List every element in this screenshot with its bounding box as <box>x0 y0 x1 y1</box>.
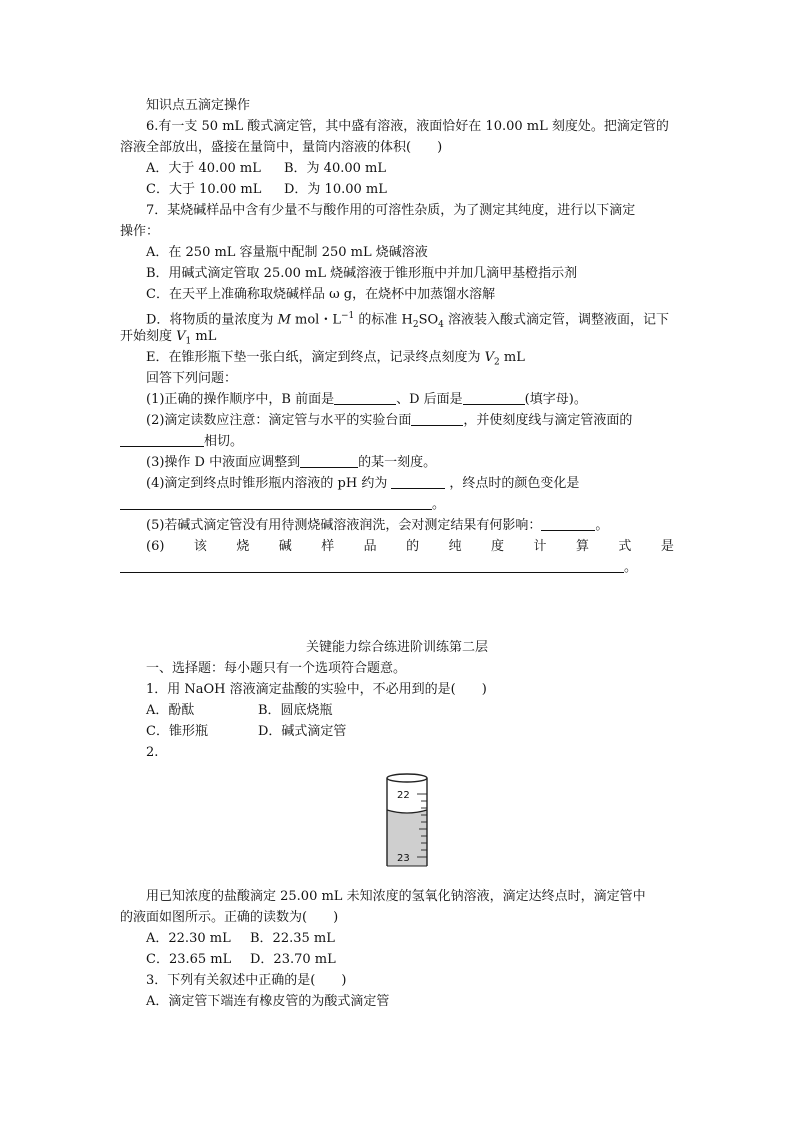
step-e-unit: mL <box>499 350 525 365</box>
step-d-text-2: mol・L <box>290 312 341 328</box>
step-d-text-3: 的标准 H <box>354 312 413 328</box>
sub-6-word: 式 <box>618 539 632 554</box>
concentration-symbol: M <box>277 312 291 328</box>
sub-6-word: 度 <box>491 539 505 554</box>
scale-label-upper: 22 <box>397 790 410 801</box>
step-d-text-1: D．将物质的量浓度为 <box>146 312 278 328</box>
question-1-stem: 1．用 NaOH 溶液滴定盐酸的实验中，不必用到的是( ) <box>146 682 487 697</box>
question-7-step-c: C．在天平上准确称取烧碱样品 ω g，在烧杯中加蒸馏水溶解 <box>146 287 496 302</box>
section-title: 关键能力综合练进阶训练第二层 <box>305 640 488 655</box>
answer-blank <box>120 558 624 573</box>
question-2-line-1: 用已知浓度的盐酸滴定 25.00 mL 未知浓度的氢氧化钠溶液，滴定达终点时，滴定管中 <box>146 889 646 904</box>
question-2-option-b: B．22.35 mL <box>250 931 335 946</box>
sub-1-text-2: 、D 后面是 <box>396 392 463 407</box>
answer-blank <box>411 411 463 426</box>
sub-question-1 <box>146 390 587 410</box>
sub-6-word: 计 <box>533 539 547 554</box>
question-2-option-a: A．22.30 mL <box>146 931 231 946</box>
sub-6-word: 算 <box>575 539 589 554</box>
question-7-line-2: 操作： <box>120 224 160 239</box>
question-3-stem: 3．下列有关叙述中正确的是( ) <box>146 973 347 988</box>
sub-3-text-2: 的某一刻度。 <box>358 455 437 470</box>
question-6-option-d: D．为 10.00 mL <box>284 182 387 197</box>
question-1-option-d: D．碱式滴定管 <box>258 724 347 739</box>
formula-subscript-2: 2 <box>412 319 419 330</box>
sub-6-word: 的 <box>406 539 420 554</box>
sub-question-6 <box>146 537 674 557</box>
answer-blank <box>120 432 204 447</box>
sub-1-text-3: (填字母)。 <box>524 392 587 407</box>
question-2-number: 2. <box>146 745 159 760</box>
question-6-option-c: C．大于 10.00 mL <box>146 182 262 197</box>
unit-exponent: −1 <box>340 311 355 321</box>
question-7-line-1: 7．某烧碱样品中含有少量不与酸作用的可溶性杂质，为了测定其纯度，进行以下滴定 <box>146 203 636 218</box>
question-6-line-1: 6.有一支 50 mL 酸式滴定管，其中盛有溶液，液面恰好在 10.00 mL 刻度处。把滴定管的 <box>146 119 669 134</box>
sub-4-text-1: (4)滴定到终点时锥形瓶内溶液的 pH 约为 <box>146 476 388 491</box>
sub-4-text-2: ，终点时的颜色变化是 <box>449 476 580 491</box>
answer-blank <box>541 516 595 531</box>
sub-5-text-2: 。 <box>595 518 609 533</box>
answer-blank <box>391 474 445 489</box>
sub-6-word: (6) <box>146 539 165 554</box>
question-6-option-b: B．为 40.00 mL <box>284 161 386 176</box>
sub-question-4 <box>146 474 579 494</box>
question-1-option-b: B．圆底烧瓶 <box>258 703 333 718</box>
answer-blank <box>463 390 525 405</box>
volume-subscript: 2 <box>494 357 500 368</box>
answer-intro: 回答下列问题： <box>146 371 238 386</box>
step-d-text-4: 溶液装入酸式滴定管，调整液面，记下 <box>443 312 670 328</box>
question-2-line-2: 的液面如图所示。正确的读数为( ) <box>120 910 339 925</box>
volume-subscript: 1 <box>185 336 192 347</box>
formula-so: SO <box>418 312 439 328</box>
sub-6-word: 烧 <box>236 539 250 554</box>
step-d-line-2-text: 开始刻度 <box>120 329 177 344</box>
step-d-line-2-unit: mL <box>191 329 217 344</box>
sub-6-word: 是 <box>660 539 674 554</box>
sub-6-word: 样 <box>321 539 335 554</box>
sub-question-4-line-2 <box>120 495 445 515</box>
sub-5-text-1: (5)若碱式滴定管没有用待测烧碱溶液润洗，会对测定结果有何影响： <box>146 518 542 533</box>
sub-question-2 <box>146 411 632 431</box>
sub-6-line-2-text: 。 <box>624 560 638 575</box>
sub-question-3 <box>146 453 436 473</box>
sub-2-line-2-text: 相切。 <box>204 434 244 449</box>
step-e-text: E．在锥形瓶下垫一张白纸，滴定到终点，记录终点刻度为 <box>146 350 485 365</box>
answer-blank <box>334 390 396 405</box>
question-3-option-a: A．滴定管下端连有橡皮管的为酸式滴定管 <box>146 994 390 1009</box>
answer-blank <box>300 453 358 468</box>
question-2-option-c: C．23.65 mL <box>146 952 232 967</box>
question-7-step-a: A．在 250 mL 容量瓶中配制 250 mL 烧碱溶液 <box>146 245 428 260</box>
sub-6-word: 碱 <box>278 539 292 554</box>
question-6-line-2: 溶液全部放出，盛接在量筒中，量筒内溶液的体积( ) <box>120 140 443 155</box>
sub-1-text-1: (1)正确的操作顺序中，B 前面是 <box>146 392 335 407</box>
formula-subscript-4: 4 <box>438 319 444 330</box>
sub-3-text-1: (3)操作 D 中液面应调整到 <box>146 455 301 470</box>
sub-6-word: 品 <box>363 539 377 554</box>
sub-question-2-line-2 <box>120 432 243 452</box>
burette-figure <box>383 772 435 872</box>
question-1-option-c: C．锥形瓶 <box>146 724 208 739</box>
question-7-step-d <box>146 306 669 335</box>
question-1-option-a: A．酚酞 <box>146 703 195 718</box>
question-6-option-a: A．大于 40.00 mL <box>146 161 261 176</box>
volume-symbol: V <box>484 350 495 365</box>
answer-blank <box>120 495 432 510</box>
sub-question-5 <box>146 516 608 536</box>
sub-2-text-1: (2)滴定读数应注意：滴定管与水平的实验台面 <box>146 413 412 428</box>
sub-2-text-2: ，并使刻度线与滴定管液面的 <box>463 413 633 428</box>
scale-label-lower: 23 <box>397 853 410 864</box>
sub-6-word: 纯 <box>448 539 462 554</box>
sub-question-6-line-2 <box>120 558 637 578</box>
instruction: 一、选择题：每小题只有一个选项符合题意。 <box>146 661 407 676</box>
sub-6-word: 该 <box>193 539 207 554</box>
burette-rim <box>387 774 427 782</box>
question-7-step-b: B．用碱式滴定管取 25.00 mL 烧碱溶液于锥形瓶中并加几滴甲基橙指示剂 <box>146 266 578 281</box>
sub-4-line-2-text: 。 <box>432 497 446 512</box>
volume-symbol: V <box>176 329 186 344</box>
question-2-option-d: D．23.70 mL <box>250 952 336 967</box>
section-heading: 知识点五滴定操作 <box>146 98 251 113</box>
